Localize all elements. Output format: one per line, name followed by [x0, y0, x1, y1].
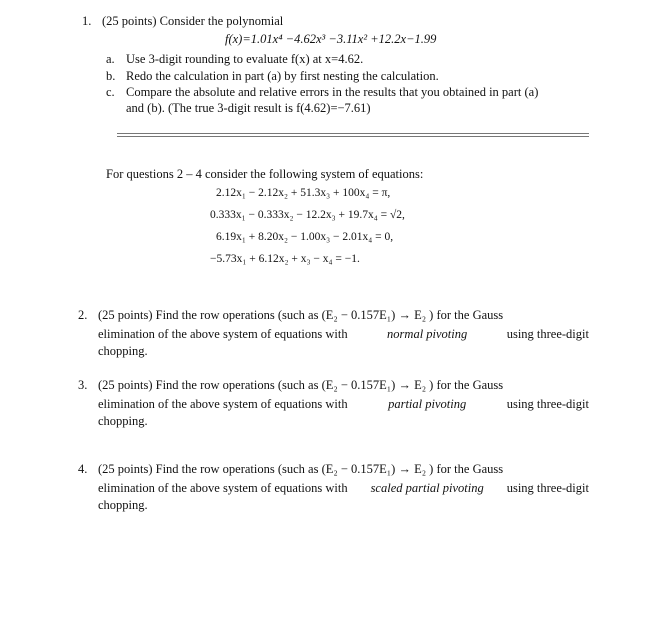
q4-number: 4.: [78, 462, 88, 476]
equation-1: 2.12x₁ − 2.12x₂ + 51.3x₃ + 100x₄ = π,: [216, 187, 391, 199]
q3-line3: chopping.: [98, 414, 148, 428]
q3-line1: (25 points) Find the row operations (such as (E₂ − 0.157E₁) → E₂ ) for the Gauss: [98, 378, 504, 392]
divider-rule-bottom: [117, 136, 589, 137]
q3-method: partial pivoting: [388, 397, 467, 411]
q3-number: 3.: [78, 378, 88, 392]
q4-method: scaled partial pivoting: [370, 481, 484, 495]
q3-line2-pre: elimination of the above system of equations with: [98, 397, 348, 411]
equation-3: 6.19x₁ + 8.20x₂ − 1.00x₃ − 2.01x₄ = 0,: [216, 231, 394, 243]
q1-part-b-label: b.: [106, 69, 116, 83]
system-intro: For questions 2 – 4 consider the following system of equations:: [106, 167, 424, 181]
q4-line2-pre: elimination of the above system of equations with: [98, 481, 348, 495]
q1-part-a-label: a.: [106, 52, 115, 66]
q4-line1: (25 points) Find the row operations (such as (E₂ − 0.157E₁) → E₂ ) for the Gauss: [98, 462, 504, 476]
q2-line3: chopping.: [98, 344, 148, 358]
q4-line3: chopping.: [98, 498, 148, 512]
equation-2: 0.333x₁ − 0.333x₂ − 12.2x₃ + 19.7x₄ = √2,: [210, 209, 405, 221]
q1-part-b-text: Redo the calculation in part (a) by first nesting the calculation.: [126, 69, 439, 83]
q2-line2-post: using three-digit: [506, 327, 589, 341]
q2-line1: (25 points) Find the row operations (such as (E₂ − 0.157E₁) → E₂ ) for the Gauss: [98, 308, 504, 322]
q2-line2: [98, 327, 589, 342]
q2-line2-pre: elimination of the above system of equations with: [98, 327, 348, 341]
q4-line2-post: using three-digit: [506, 481, 589, 495]
q1-part-c-text-line2: and (b). (The true 3-digit result is f(4.62)=−7.61): [126, 101, 371, 115]
q3-line2: [98, 397, 589, 412]
q1-number: 1.: [82, 14, 92, 28]
q2-number: 2.: [78, 308, 88, 322]
q1-part-c-label: c.: [106, 85, 115, 99]
q1-part-a-text: Use 3-digit rounding to evaluate f(x) at x=4.62.: [126, 52, 364, 66]
q4-line2: [98, 481, 589, 496]
q1-part-c-text-line1: Compare the absolute and relative errors in the results that you obtained in part (a): [126, 85, 539, 99]
q1-intro: (25 points) Consider the polynomial: [102, 14, 284, 28]
q2-method: normal pivoting: [387, 327, 468, 341]
q1-polynomial: f(x)=1.01x⁴ −4.62x³ −3.11x² +12.2x−1.99: [225, 32, 437, 46]
equation-4: −5.73x₁ + 6.12x₂ + x₃ − x₄ = −1.: [210, 253, 360, 265]
q3-line2-post: using three-digit: [506, 397, 589, 411]
divider-rule-top: [117, 133, 589, 134]
